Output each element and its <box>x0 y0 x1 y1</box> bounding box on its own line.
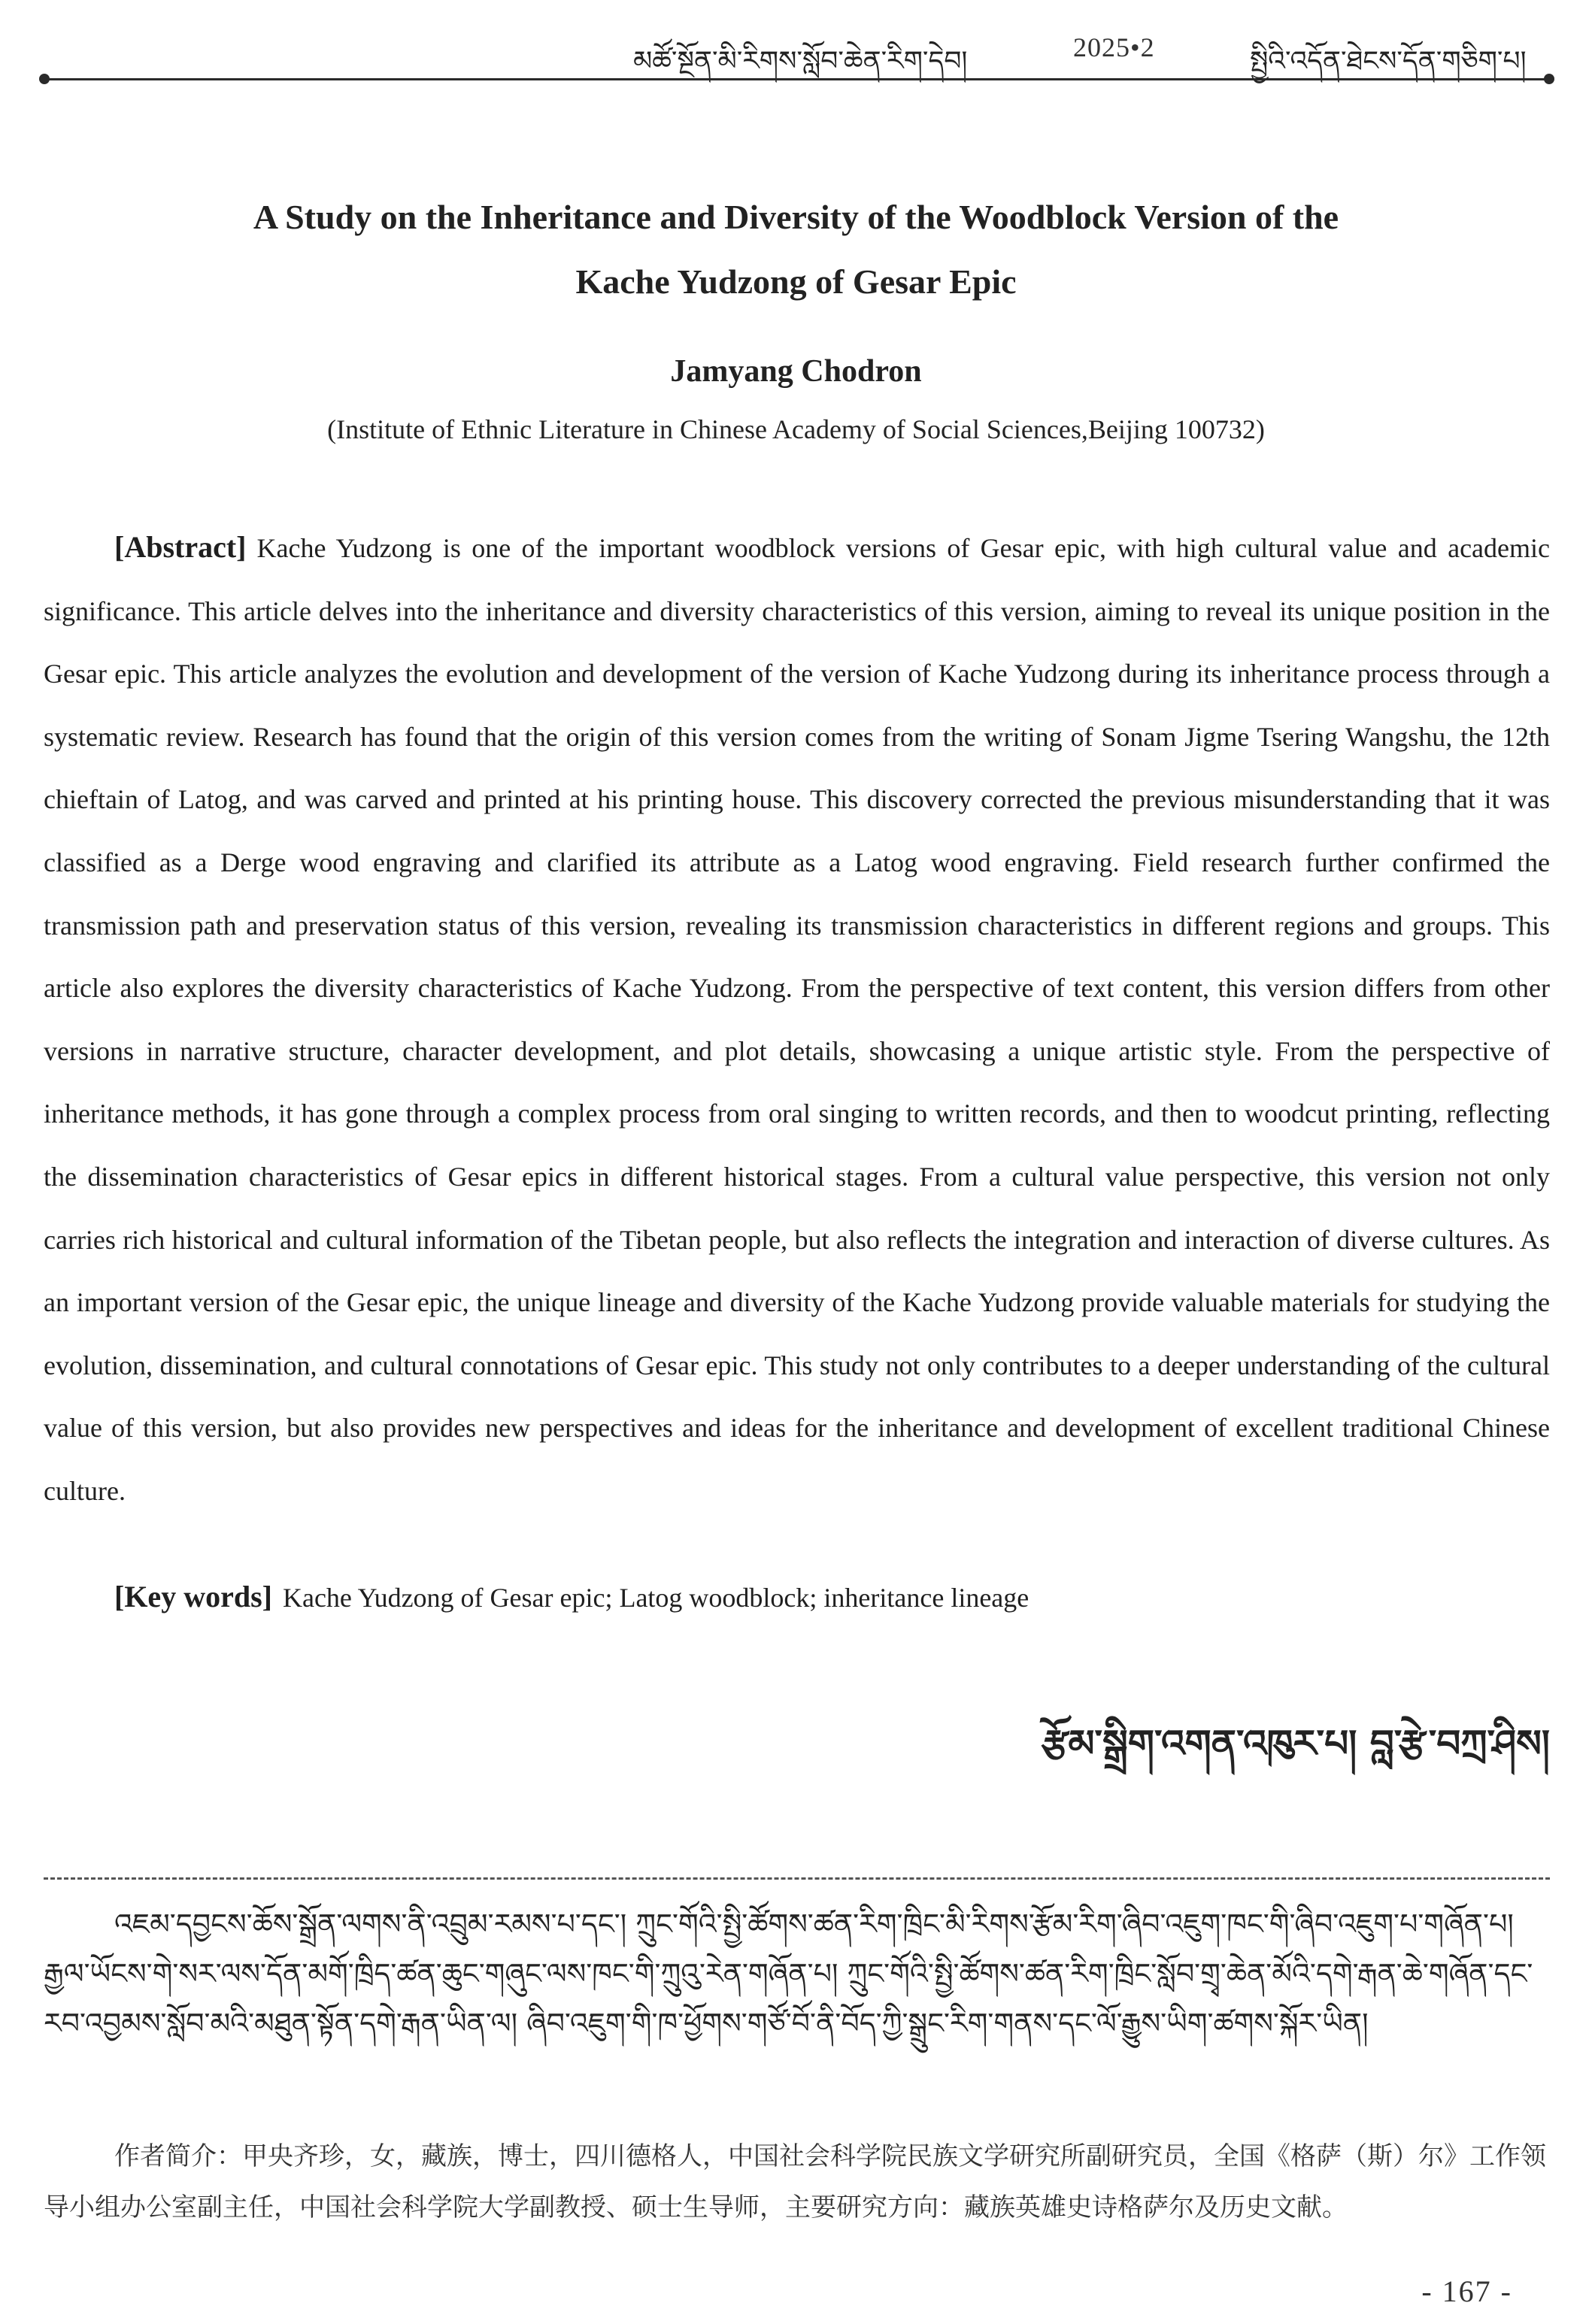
tibetan-keywords: རྩོམ་སྒྲིག་འགན་འཁུར་པ། བླ་རྩེ་བཀྲ་ཤིས། <box>1041 1721 1550 1765</box>
header-rule <box>44 78 1549 80</box>
keywords <box>114 1579 1029 1614</box>
abstract <box>44 516 1550 1523</box>
keywords-label: [Key words] <box>114 1580 272 1613</box>
journal-name-tibetan: མཚོ་སྔོན་མི་རིགས་སློབ་ཆེན་རིག་དེབ། <box>633 46 968 77</box>
section-title-tibetan: སྤྱིའི་འདོན་ཐེངས་དོན་གཅིག་པ། <box>1250 46 1527 77</box>
title-line-2: Kache Yudzong of Gesar Epic <box>575 262 1017 301</box>
footnote-divider <box>44 1877 1550 1880</box>
keywords-text: Kache Yudzong of Gesar epic; Latog woodblock; inheritance lineage <box>282 1583 1029 1613</box>
author-affiliation: (Institute of Ethnic Literature in Chinese Academy of Social Sciences,Beijing 100732) <box>327 414 1265 444</box>
footnote-chinese: 作者简介：甲央齐珍，女，藏族，博士，四川德格人，中国社会科学院民族文学研究所副研究员，全国《格萨（斯）尔》工作领导小组办公室副主任，中国社会科学院大学副教授、硕士生导师，主要研究方向：藏族英雄史诗格萨尔及历史文献。 <box>44 2141 1546 2222</box>
author-name: Jamyang Chodron <box>670 354 922 389</box>
issue-number: 2025•2 <box>1073 32 1155 62</box>
article-title <box>113 185 1479 314</box>
header-rule-dot-right <box>1544 74 1554 84</box>
page-number: - 167 - <box>1421 2274 1512 2308</box>
abstract-label: [Abstract] <box>114 530 247 564</box>
running-header <box>0 23 1592 83</box>
title-line-1: A Study on the Inheritance and Diversity of the Woodblock Version of the <box>253 198 1339 236</box>
abstract-text: Kache Yudzong is one of the important woodblock versions of Gesar epic, with high cultural value and academic significance. This article delves into the inheritance and diversity characteristics of this version, aiming to reveal its unique position in the Gesar epic. This article analyzes the evolution and development of the version of Kache Yudzong during its inheritance process through a systematic review. Research has found that the origin of this version comes from the writing of Sonam Jigme Tsering Wangshu, the 12th chieftain of Latog, and was carved and printed at his printing house. This discovery corrected the previous misunderstanding that it was classified as a Derge wood engraving and clarified its attribute as a Latog wood engraving. Field research further confirmed the transmission path and preservation status of this version, revealing its transmission characteristics in different regions and groups. This article also explores the diversity characteristics of Kache Yudzong. From the perspective of text content, this version differs from other versions in narrative structure, character development, and plot details, showcasing a unique artistic style. From the perspective of inheritance methods, it has gone through a complex process from oral singing to written records, and then to woodcut printing, reflecting the dissemination characteristics of Gesar epics in different historical stages. From a cultural value perspective, this version not only carries rich historical and cultural information of the Tibetan people, but also reflects the integration and interaction of diverse cultures. As an important version of the Gesar epic, the unique lineage and diversity of the Kache Yudzong provide valuable materials for studying the evolution, dissemination, and cultural connotations of Gesar epic. This study not only contributes to a deeper understanding of the cultural value of this version, but also provides new perspectives and ideas for the inheritance and development of excellent traditional Chinese culture. <box>44 533 1550 1506</box>
footnote-tibetan: འཇམ་དབྱངས་ཆོས་སྒྲོན་ལགས་ནི་འབྲུམ་རམས་པ་དང་། ཀྲུང་གོའི་སྤྱི་ཚོགས་ཚན་རིག་ཁྲིང་མི་རིགས་རྩོམ་རིག་ཞིབ་འཇུག་ཁང་གི་ཞིབ་འཇུག་པ་གཞོན་པ། རྒྱལ་ཡོངས་གེ་སར་ལས་དོན་མགོ་ཁྲིད་ཚན་ཆུང་གཞུང་ལས་ཁང་གི་ཀྲུའུ་རེན་གཞོན་པ། ཀྲུང་གོའི་སྤྱི་ཚོགས་ཚན་རིག་ཁྲིང་སློབ་གྲྭ་ཆེན་མོའི་དགེ་རྒན་ཆེ་གཞོན་དང་རབ་འབྱམས་སློབ་མའི་མཐུན་སྟོན་དགེ་རྒན་ཡིན་ལ། ཞིབ་འཇུག་གི་ཁ་ཕྱོགས་གཙོ་བོ་ནི་བོད་ཀྱི་སྒྲུང་རིག་གནས་དང་ལོ་རྒྱུས་ཡིག་ཚགས་སྐོར་ཡིན། <box>44 1907 1533 2040</box>
